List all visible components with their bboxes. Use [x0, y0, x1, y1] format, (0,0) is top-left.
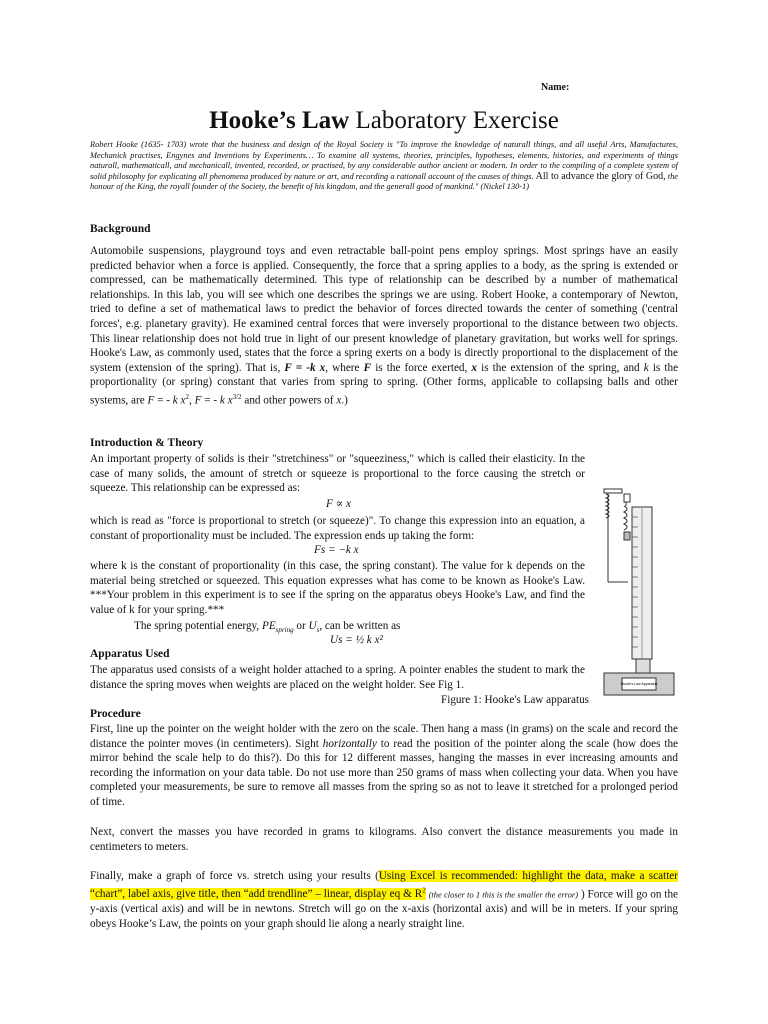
name-label: Name: — [541, 82, 570, 93]
excel-instructions-highlight: Using Excel is recommended: highlight the data, make a scatter “chart”, label axis, give title, then “add trendline” – linear, display eq & $R^2$ — [90, 870, 678, 901]
procedure-heading: Procedure — [90, 708, 141, 720]
page-title — [0, 107, 768, 135]
intro-heading: Introduction & Theory — [90, 437, 204, 449]
intro-paragraph-1: An important property of solids is their "stretchiness" or "squeeziness," which is called their elasticity. In the case of many solids, the amount of stretch or squeeze is proportional to the force causing the stretch or squeeze. This relationship can be expressed as: — [90, 453, 585, 495]
title-rest: Laboratory Exercise — [355, 107, 559, 134]
apparatus-paragraph: The apparatus used consists of a weight holder attached to a spring. A pointer enables the student to mark the distance the spring moves when weights are placed on the weight holder. See Fig 1. — [90, 664, 585, 691]
hookes-law-apparatus-figure — [598, 482, 680, 700]
background-paragraph: Automobile suspensions, playground toys and even retractable ball-point pens employ springs. Most springs have an easily predicted behavior when a force is applied. Consequently, the force that a spring applies to a body, as the spring is extended or compressed, can be mathematically determined. This type of relationship can be described by a number of mathematical relationships. In this lab, you will see which one describes the springs we are using. Robert Hooke, a contemporary of Newton, tried to define a set of mathematical laws to predict the behavior of forces directed towards the center of something ('central forces', e.g. planetary gravity). He examined central forces that were inversely proportional to the distance between two objects. This linear relationship does not hold true in light of our present knowledge of planetary gravitation, but works well for springs. Hooke's Law, as commonly used, states that the force a spring exerts on a body is directly proportional to the displacement of the system (extension of the spring). That is, F = -k x, where F is the force exerted, x is the extension of the spring, and k is the proportionality (or spring) constant that varies from spring to spring. (Other forms, applicable to collapsing balls and other systems, are F = - k $x^2$, F = - k $x^{3/2}$ and other powers of x.) — [90, 245, 679, 407]
intro-paragraph-2: which is read as "force is proportional to stretch (or squeeze)". To change this expression into an equation, a constant of proportionality must be included. The expression ends up taking the form: — [90, 515, 585, 542]
procedure-paragraph-1: First, line up the pointer on the weight holder with the zero on the scale. Then hang a mass (in grams) on the scale and record the distance the pointer moves (in centimeters). Sight horizontally to read the position of the pointer along the scale (how does the mirror behind the scale help to do this?). Do this for 12 different masses, hanging the masses in ever increasing amounts and recording the information on your data table. Do not use more than 250 grams of mass when collecting your data. When you have completed your measurements, be sure to remove all masses from the spring so as not to leave it stretched for a prolonged period of time. — [90, 723, 679, 808]
equation-hooke: Fs = −k x — [314, 544, 359, 556]
equation-proportional: F ∝ x — [326, 498, 351, 510]
procedure-paragraph-2: Next, convert the masses you have recorded in grams to kilograms. Also convert the distance measurements you made in centimeters to meters. — [90, 826, 678, 853]
equation-energy: Us = ½ k x² — [330, 634, 383, 646]
intro-paragraph-3: where k is the constant of proportionality (in this case, the spring constant). The value for k depends on the material being stretched or squeezed. This equation expresses what has come to be known as Hooke's Law. ***Your problem in this experiment is to see if the spring on the apparatus obeys Hooke's Law, and find the value of k for your spring.*** — [90, 560, 585, 616]
background-heading: Background — [90, 223, 151, 235]
apparatus-plate-label: Hooke's Law Apparatus — [620, 682, 658, 686]
potential-energy-line: The spring potential energy, $PE_{spring}$ or $U_s$, can be written as — [134, 620, 401, 635]
title-bold: Hooke’s Law — [209, 107, 350, 134]
apparatus-heading: Apparatus Used — [90, 648, 170, 660]
hooke-quote: Robert Hooke (1635- 1703) wrote that the business and design of the Royal Society is "To improve the knowledge of naturall things, and all useful Arts, Manufactures, Mechanick practises, Engynes and Inventions by Experiments… To examine all systems, theories, principles, hypotheses, elements, histories, and experiments of things naturall, mathematicall, and mechanicall, invented, recorded, or practised, by any considerable author ancient or modern. In order to the compiling of a complete system of solid philosophy for explicating all phenomena produced by nature or art, and recording a rationall account of the causes of things. All to advance the glory of God, the honour of the King, the royall founder of the Society, the benefit of his kingdom, and the generall good of mankind." (Nickel 130-1) — [90, 140, 678, 192]
procedure-paragraph-3: Finally, make a graph of force vs. stretch using your results (Using Excel is recommended: highlight the data, make a scatter “chart”, label axis, give title, then “add trendline” – linear, display eq & $R^2$ (the closer to 1 this is the smaller the error) ) Force will go on the y-axis (vertical axis) and will be in newtons. Stretch will go on the x-axis (horizontal axis) and will be in meters. If your spring obeys Hooke’s Law, the points on your graph should lie along a nearly straight line. — [90, 870, 679, 930]
figure-caption: Figure 1: Hooke's Law apparatus — [441, 694, 590, 706]
